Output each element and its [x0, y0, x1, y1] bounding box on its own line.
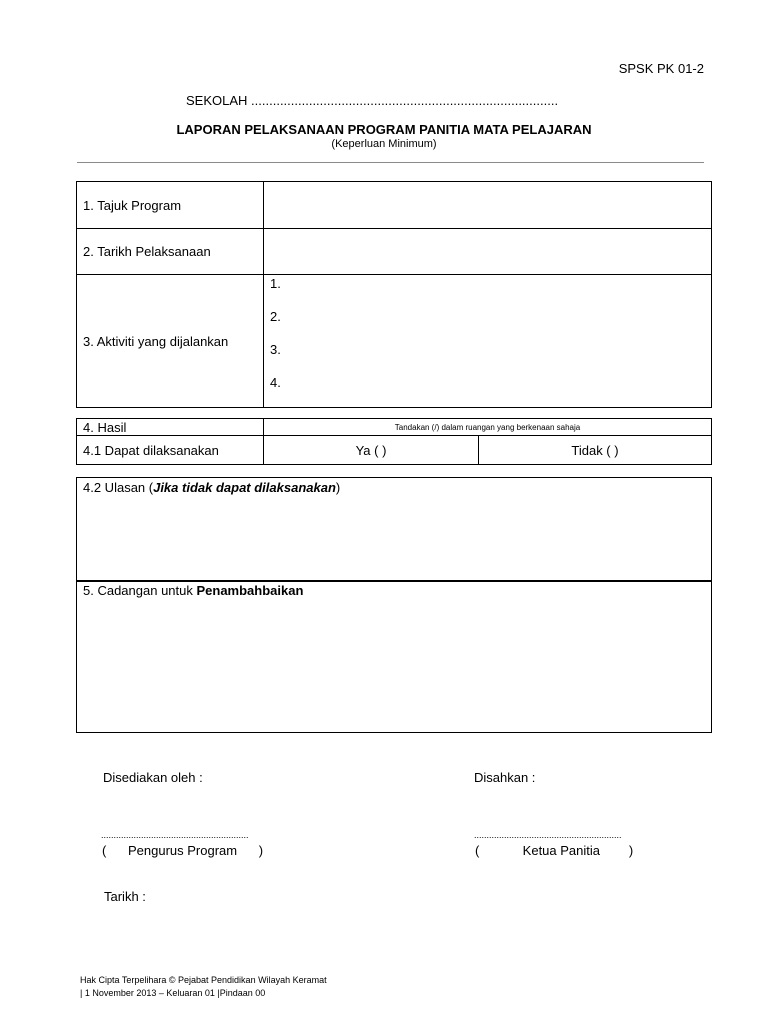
table-row: [77, 419, 712, 436]
disahkan-label: Disahkan :: [474, 770, 536, 785]
tidak-checkbox[interactable]: Tidak ( ): [479, 436, 712, 465]
tarikh-label: 2. Tarikh Pelaksanaan: [77, 229, 264, 275]
hasil-label: 4. Hasil: [77, 419, 264, 436]
ulasan-emphasis: Jika tidak dapat dilaksanakan: [153, 480, 336, 495]
footer-version: | 1 November 2013 – Keluaran 01 |Pindaan 00: [80, 988, 266, 998]
cadangan-prefix: 5. Cadangan untuk: [83, 583, 197, 598]
page-title: LAPORAN PELAKSANAAN PROGRAM PANITIA MATA PELAJARAN: [176, 122, 592, 137]
list-item: 3.: [270, 342, 281, 357]
ulasan-suffix: ): [335, 480, 341, 495]
list-item: 1.: [270, 276, 281, 291]
tarikh-field[interactable]: [264, 229, 712, 275]
title-divider: [77, 162, 704, 163]
ketua-caption: ( Ketua Panitia ): [475, 843, 634, 858]
aktiviti-label: 3. Aktiviti yang dijalankan: [77, 275, 264, 408]
cadangan-emphasis: Penambahbaikan: [196, 583, 304, 598]
hasil-instruction: Tandakan (/) dalam ruangan yang berkenaan sahaja: [264, 419, 712, 436]
ulasan-box[interactable]: [76, 477, 712, 582]
dapat-label: 4.1 Dapat dilaksanakan: [77, 436, 264, 465]
school-field: [186, 93, 558, 108]
cadangan-label: [77, 581, 711, 600]
hasil-table: [76, 418, 712, 465]
list-item: 4.: [270, 375, 281, 390]
table-row: [77, 275, 712, 408]
signature-line-right[interactable]: ...........................................................: [474, 830, 622, 840]
document-code: SPSK PK 01-2: [618, 61, 704, 76]
ya-checkbox[interactable]: Ya ( ): [264, 436, 479, 465]
tarikh-signature-label: Tarikh :: [104, 889, 146, 904]
pengurus-caption: ( Pengurus Program ): [102, 843, 264, 858]
tajuk-field[interactable]: [264, 182, 712, 229]
signature-line-left[interactable]: ...........................................................: [101, 830, 249, 840]
list-item: 2.: [270, 309, 281, 324]
table-row: [77, 182, 712, 229]
page-subtitle: (Keperluan Minimum): [331, 138, 437, 150]
table-row: [77, 229, 712, 275]
program-info-table: [76, 181, 712, 408]
tajuk-label: 1. Tajuk Program: [77, 182, 264, 229]
footer-copyright: Hak Cipta Terpelihara © Pejabat Pendidikan Wilayah Keramat: [80, 975, 327, 985]
cadangan-box[interactable]: [76, 580, 712, 733]
disediakan-label: Disediakan oleh :: [103, 770, 203, 785]
school-label: SEKOLAH: [186, 93, 248, 108]
aktiviti-field[interactable]: [264, 275, 712, 408]
aktiviti-list: [270, 275, 705, 407]
ulasan-label: [77, 478, 711, 497]
school-dots: .....................................................................................: [251, 93, 559, 108]
ulasan-prefix: 4.2 Ulasan (: [83, 480, 154, 495]
footer: [80, 974, 327, 1000]
table-row: [77, 436, 712, 465]
